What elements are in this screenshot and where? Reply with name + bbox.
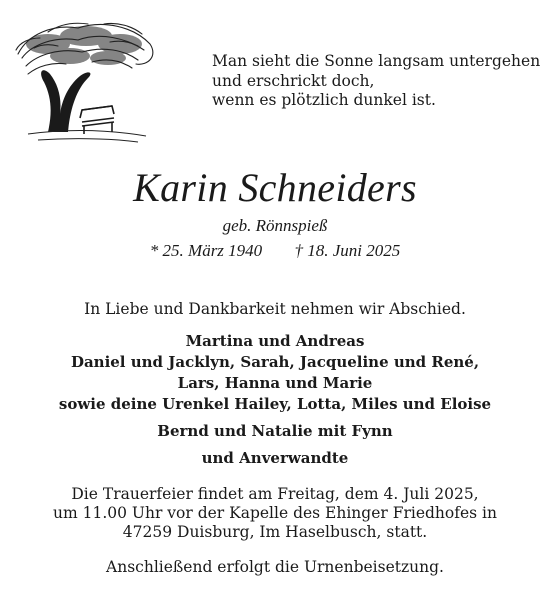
family-list xyxy=(0,331,550,469)
family-line: Lars, Hanna und Marie xyxy=(177,374,373,392)
quote xyxy=(212,52,540,111)
funeral-line: Die Trauerfeier findet am Freitag, dem 4. Juli 2025, xyxy=(71,485,479,503)
funeral-line: 47259 Duisburg, Im Haselbusch, statt. xyxy=(122,523,428,541)
life-dates xyxy=(0,241,550,261)
quote-line: wenn es plötzlich dunkel ist. xyxy=(212,91,436,109)
birth-date: * 25. März 1940 xyxy=(149,241,263,260)
urn-burial-note: Anschließend erfolgt die Urnenbeisetzung. xyxy=(106,558,444,576)
funeral-details xyxy=(0,485,550,542)
farewell-text: In Liebe und Dankbarkeit nehmen wir Abschied. xyxy=(84,300,466,318)
family-line: Bernd und Natalie mit Fynn xyxy=(157,422,393,440)
family-line: Martina und Andreas xyxy=(185,332,365,350)
birth-name: geb. Rönnspieß xyxy=(222,216,328,235)
funeral-line: um 11.00 Uhr vor der Kapelle des Ehinger Friedhofes in xyxy=(53,504,497,522)
quote-line: und erschrickt doch, xyxy=(212,71,375,90)
quote-line: Man sieht die Sonne langsam untergehen xyxy=(212,52,541,70)
deceased-name: Karin Schneiders xyxy=(133,165,417,210)
family-line: Daniel und Jacklyn, Sarah, Jacqueline und René, xyxy=(70,353,480,371)
death-date: † 18. Juni 2025 xyxy=(294,241,401,260)
family-line: sowie deine Urenkel Hailey, Lotta, Miles und Eloise xyxy=(58,395,492,413)
tree-and-bench-illustration xyxy=(8,14,158,152)
family-line: und Anverwandte xyxy=(201,449,349,467)
